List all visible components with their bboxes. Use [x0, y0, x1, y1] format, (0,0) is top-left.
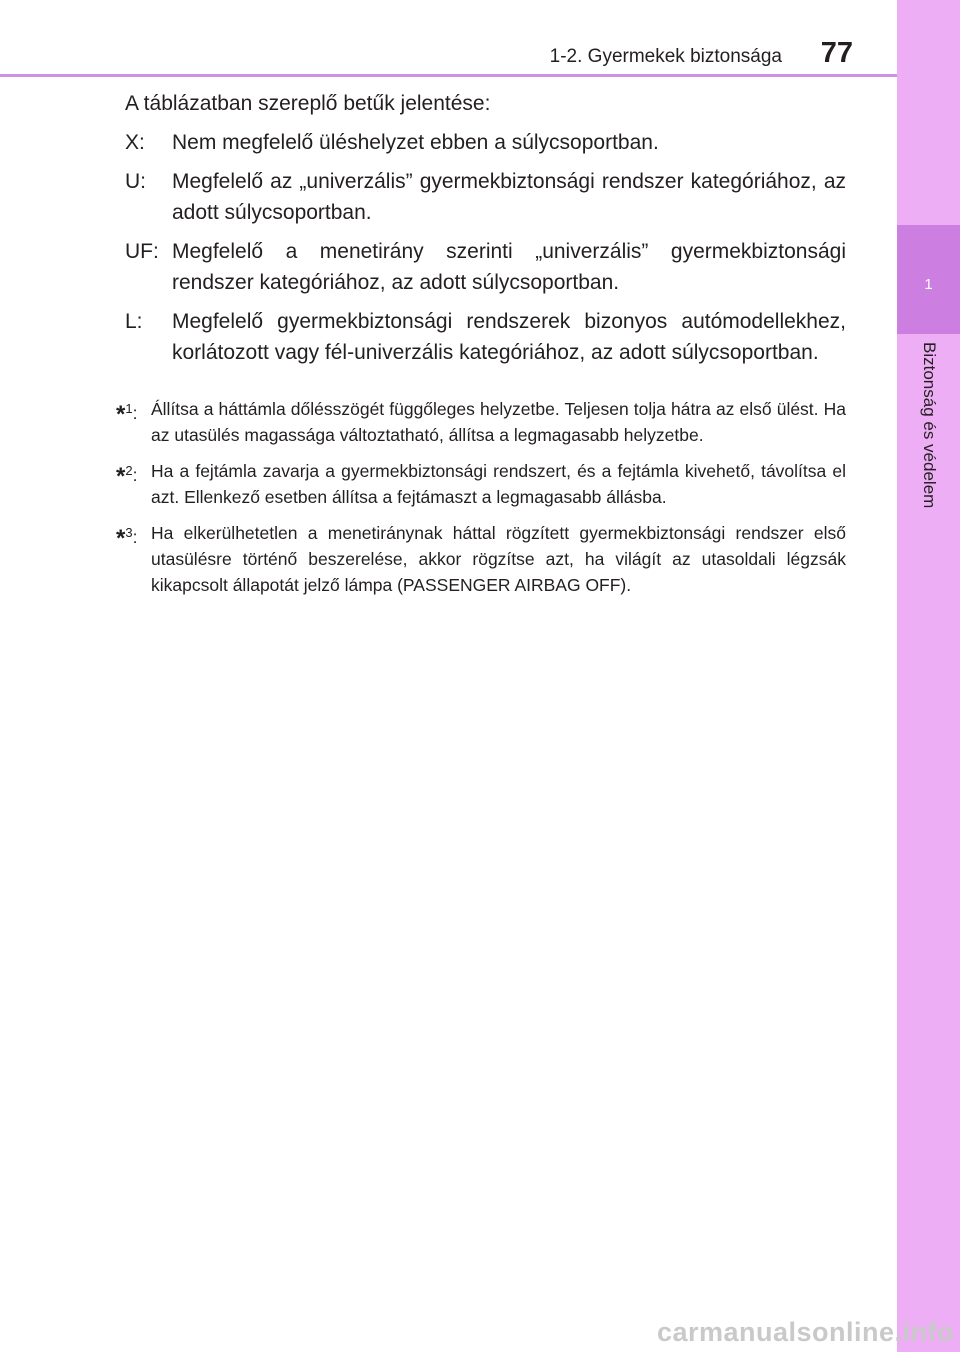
footnote-marker: *$^3$: [116, 525, 138, 552]
legend-item [125, 306, 846, 368]
footnote-text: Állítsa a háttámla dőlésszögét függőleges helyzetbe. Teljesen tolja hátra az első ülést. Ha az utasülés magassága változtatható, állítsa a legmagasabb helyzetbe. [151, 399, 846, 445]
legend-intro: A táblázatban szereplő betűk jelentése: [125, 92, 491, 115]
footnote-marker: *$^2$: [116, 463, 138, 490]
chapter-title: Biztonság és védelem [920, 342, 939, 509]
watermark: carmanualsonline.info [656, 1317, 954, 1347]
asterisk-icon: * [116, 525, 126, 552]
chapter-number: 1 [924, 276, 933, 293]
footnote [116, 458, 846, 510]
legend-text: Megfelelő a menetirány szerinti „univerzális” gyermekbiztonsági rendszer kategóriához, az adott súlycsoportban. [172, 240, 846, 294]
page-header [0, 0, 897, 78]
page-number: 77 [820, 37, 853, 69]
legend-section [125, 88, 846, 376]
legend-text: Megfelelő az „univerzális” gyermekbiztonsági rendszer kategóriához, az adott súlycsoportban. [172, 170, 846, 224]
footnote-number: 2 [125, 463, 133, 478]
footnotes [116, 396, 846, 608]
legend-text: Nem megfelelő üléshelyzet ebben a súlycsoportban. [172, 131, 659, 154]
legend-key: L: [125, 310, 143, 333]
footnote-text: Ha a fejtámla zavarja a gyermekbiztonsági rendszert, és a fejtámla kivehető, távolítsa el azt. Ellenkező esetben állítsa a fejtámaszt a legmagasabb állásba. [151, 461, 846, 507]
legend-item [125, 127, 846, 158]
chapter-side-tab [897, 0, 960, 1352]
legend-item [125, 166, 846, 228]
legend-key: U: [125, 170, 146, 193]
footnote-text: Ha elkerülhetetlen a menetiránynak háttal rögzített gyermekbiztonsági rendszer első utasülésre történő beszerelése, akkor rögzítse azt, ha világít az utasoldali légzsák kikapcsolt állapotát jelző lámpa (PASSENGER AIRBAG OFF). [151, 523, 846, 595]
section-title: 1-2. Gyermekek biztonsága [549, 46, 782, 67]
footnote [116, 520, 846, 598]
legend-text: Megfelelő gyermekbiztonsági rendszerek bizonyos autómodellekhez, korlátozott vagy fél-univerzális kategóriához, az adott súlycsoportban. [172, 310, 846, 364]
header-divider [0, 74, 897, 77]
footnote [116, 396, 846, 448]
legend-key: UF: [125, 240, 159, 263]
footnote-marker: *$^1$: [116, 401, 138, 428]
asterisk-icon: * [116, 401, 126, 428]
footnote-number: 1 [125, 401, 133, 416]
legend-key: X: [125, 131, 145, 154]
asterisk-icon: * [116, 463, 126, 490]
legend-item [125, 236, 846, 298]
footnote-number: 3 [125, 525, 133, 540]
